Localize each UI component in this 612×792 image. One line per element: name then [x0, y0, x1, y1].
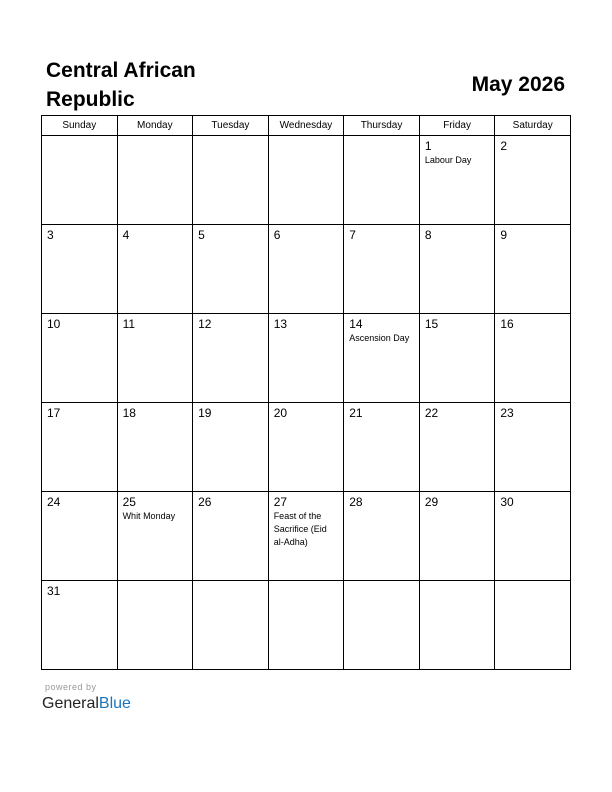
day-cell	[193, 581, 269, 670]
day-cell-content	[269, 225, 344, 242]
generalblue-logo[interactable]	[42, 694, 131, 714]
day-cell-content	[193, 581, 268, 584]
day-cell-content	[344, 314, 419, 345]
day-cell	[344, 136, 420, 225]
day-cell-content	[420, 492, 495, 509]
weekday-header-row	[42, 116, 571, 136]
day-cell-content	[420, 225, 495, 242]
day-number: 31	[47, 584, 61, 598]
day-cell	[268, 581, 344, 670]
day-number: 28	[349, 495, 363, 509]
day-cell	[419, 403, 495, 492]
weekday-wednesday: Wednesday	[268, 116, 344, 136]
day-cell-content	[42, 492, 117, 509]
day-cell-content	[495, 225, 570, 242]
day-number: 24	[47, 495, 61, 509]
day-cell	[495, 225, 571, 314]
day-cell	[42, 136, 118, 225]
day-cell	[344, 225, 420, 314]
day-number: 1	[424, 139, 432, 153]
day-cell	[117, 403, 193, 492]
day-number: 16	[500, 317, 514, 331]
day-cell-content	[118, 492, 193, 523]
country-title: Central African Republic	[46, 59, 196, 111]
day-number: 14	[349, 317, 363, 331]
day-cell	[193, 403, 269, 492]
day-cell-content	[193, 136, 268, 139]
day-cell	[419, 314, 495, 403]
day-cell-content	[42, 136, 117, 139]
day-cell-content	[118, 136, 193, 139]
day-cell	[495, 403, 571, 492]
day-cell-content	[344, 581, 419, 584]
day-cell-content	[495, 581, 570, 584]
weekday-saturday: Saturday	[495, 116, 571, 136]
day-cell-content	[495, 492, 570, 509]
week-row	[42, 314, 571, 403]
month-year-title: May 2026	[471, 73, 565, 96]
day-cell-content	[269, 136, 344, 139]
day-number: 29	[424, 495, 439, 509]
day-cell-content	[344, 492, 419, 509]
brand-blue-text: Blue	[98, 695, 131, 712]
week-row	[42, 225, 571, 314]
day-cell	[495, 581, 571, 670]
week-row	[42, 492, 571, 581]
day-cell	[42, 225, 118, 314]
day-number: 13	[273, 317, 288, 331]
day-cell	[117, 581, 193, 670]
day-cell	[495, 136, 571, 225]
day-cell-content	[118, 581, 193, 584]
day-cell-content	[42, 581, 117, 598]
day-cell	[193, 492, 269, 581]
day-number: 5	[198, 228, 205, 242]
day-cell	[344, 314, 420, 403]
day-cell	[193, 136, 269, 225]
day-cell	[193, 225, 269, 314]
day-cell	[419, 225, 495, 314]
day-number: 22	[424, 406, 439, 420]
day-number: 2	[500, 139, 508, 153]
day-number: 10	[47, 317, 61, 331]
day-cell	[117, 225, 193, 314]
day-cell-content	[420, 403, 495, 420]
day-cell-content	[269, 314, 344, 331]
week-row	[42, 136, 571, 225]
weekday-thursday: Thursday	[344, 116, 420, 136]
day-cell-content	[193, 225, 268, 242]
day-number: 20	[273, 406, 288, 420]
day-cell	[344, 492, 420, 581]
powered-by-text: powered by	[45, 682, 97, 692]
day-number: 26	[198, 495, 212, 509]
day-cell-content	[420, 314, 495, 331]
day-cell	[495, 314, 571, 403]
day-cell	[42, 492, 118, 581]
holiday-label: Ascension Day	[349, 333, 410, 343]
day-cell-content	[344, 225, 419, 242]
week-row	[42, 403, 571, 492]
day-number: 27	[273, 495, 288, 509]
day-cell-content	[495, 136, 570, 153]
day-cell-content	[118, 403, 193, 420]
day-number: 7	[349, 228, 356, 242]
day-cell-content	[42, 403, 117, 420]
day-cell	[268, 492, 344, 581]
holiday-label: Feast of the Sacrifice (Eid al-Adha)	[273, 511, 327, 547]
day-cell-content	[344, 403, 419, 420]
day-number: 21	[349, 406, 363, 420]
day-cell	[495, 492, 571, 581]
day-cell	[268, 136, 344, 225]
day-cell-content	[118, 314, 193, 331]
day-cell-content	[42, 314, 117, 331]
day-cell	[42, 314, 118, 403]
day-number: 9	[500, 228, 508, 242]
day-cell-content	[495, 403, 570, 420]
day-cell-content	[495, 314, 570, 331]
day-cell-content	[420, 581, 495, 584]
day-number: 30	[500, 495, 514, 509]
day-number: 23	[500, 406, 514, 420]
day-number: 3	[47, 228, 54, 242]
day-number: 17	[47, 406, 61, 420]
day-cell	[42, 403, 118, 492]
day-cell	[268, 314, 344, 403]
day-cell	[117, 314, 193, 403]
day-cell-content	[193, 403, 268, 420]
day-number: 8	[424, 228, 432, 242]
calendar-grid	[41, 115, 571, 670]
day-cell-content	[344, 136, 419, 139]
day-cell	[344, 581, 420, 670]
day-cell	[268, 403, 344, 492]
day-cell-content	[420, 136, 495, 167]
day-number: 18	[122, 406, 136, 420]
day-cell	[117, 492, 193, 581]
day-cell-content	[269, 403, 344, 420]
day-cell	[419, 581, 495, 670]
day-number: 19	[198, 406, 212, 420]
day-cell-content	[42, 225, 117, 242]
day-number: 15	[424, 317, 439, 331]
weekday-monday: Monday	[117, 116, 193, 136]
brand-general-text: General	[42, 695, 99, 712]
day-number: 12	[198, 317, 212, 331]
day-cell-content	[193, 314, 268, 331]
day-cell	[42, 581, 118, 670]
day-cell	[419, 136, 495, 225]
day-number: 6	[273, 228, 281, 242]
holiday-label: Labour Day	[424, 155, 472, 165]
day-cell-content	[118, 225, 193, 242]
day-cell-content	[193, 492, 268, 509]
day-number: 11	[122, 317, 136, 331]
weekday-friday: Friday	[419, 116, 495, 136]
day-number: 4	[122, 228, 130, 242]
week-row	[42, 581, 571, 670]
day-number: 25	[122, 495, 136, 509]
holiday-label: Whit Monday	[122, 511, 176, 521]
day-cell	[419, 492, 495, 581]
day-cell	[193, 314, 269, 403]
day-cell	[117, 136, 193, 225]
day-cell	[268, 225, 344, 314]
calendar-body	[42, 136, 571, 670]
day-cell	[344, 403, 420, 492]
weekday-tuesday: Tuesday	[193, 116, 269, 136]
weekday-sunday: Sunday	[42, 116, 118, 136]
day-cell-content	[269, 492, 344, 549]
day-cell-content	[269, 581, 344, 584]
